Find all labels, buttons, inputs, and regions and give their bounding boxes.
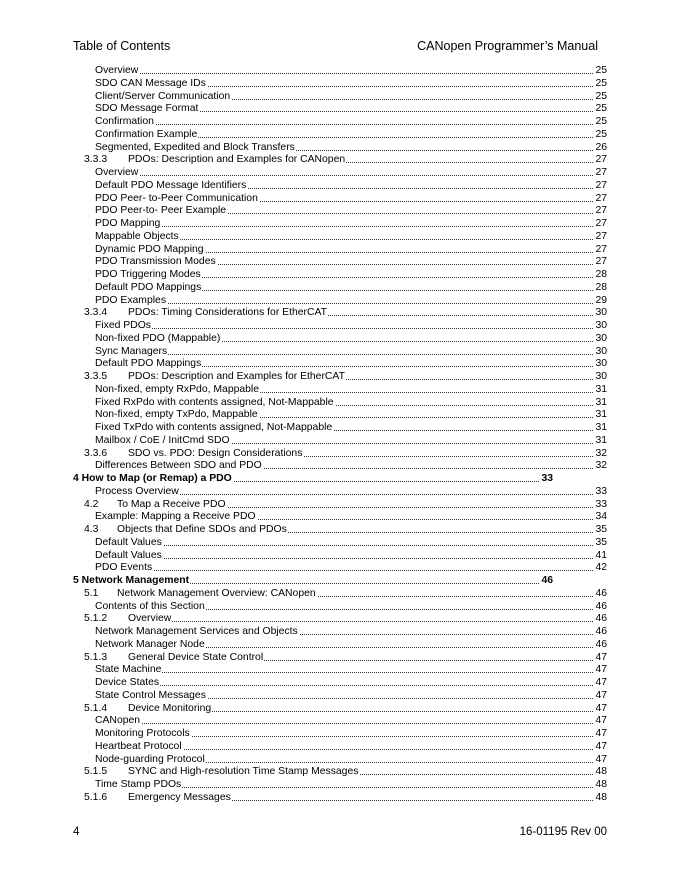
toc-entry-label: Default PDO Mappings bbox=[95, 281, 202, 293]
toc-entry-title bbox=[95, 179, 247, 192]
toc-entry-label: SDO Message Format bbox=[95, 103, 199, 115]
toc-entry[interactable] bbox=[0, 638, 680, 651]
toc-entry-title bbox=[84, 587, 317, 600]
toc-entry[interactable] bbox=[0, 217, 680, 230]
toc-entry[interactable] bbox=[0, 434, 680, 447]
toc-entry-title bbox=[95, 383, 260, 396]
toc-entry[interactable] bbox=[0, 128, 680, 141]
toc-entry-label: Mailbox / CoE / InitCmd SDO bbox=[95, 434, 230, 446]
toc-entry-page: 31 bbox=[595, 409, 607, 421]
footer-doc-id: 16-01195 Rev 00 bbox=[519, 826, 607, 838]
toc-entry[interactable] bbox=[0, 102, 680, 115]
toc-entry-label: Non-fixed PDO (Mappable) bbox=[95, 332, 221, 344]
toc-leader-dots bbox=[95, 124, 595, 125]
toc-entry-label: Time Stamp PDOs bbox=[95, 779, 182, 790]
toc-entry-label: Fixed RxPdo with contents assigned, Not-Mappable bbox=[95, 396, 334, 408]
toc-entry[interactable] bbox=[0, 523, 680, 536]
toc-entry-label: Network Manager Node bbox=[95, 638, 205, 650]
toc-entry-label: Confirmation Example bbox=[95, 128, 198, 140]
toc-entry-label: PDO Peer- to-Peer Communication bbox=[95, 192, 258, 204]
toc-entry-label: Fixed PDOs bbox=[95, 320, 152, 331]
toc-entry-page: 47 bbox=[595, 702, 607, 714]
toc-entry-page: 35 bbox=[595, 536, 607, 548]
toc-entry[interactable] bbox=[0, 306, 680, 319]
toc-entry[interactable] bbox=[0, 179, 680, 192]
toc-entry[interactable] bbox=[0, 204, 680, 217]
toc-entry-title bbox=[95, 230, 180, 243]
toc-entry-label: Example: Mapping a Receive PDO bbox=[95, 511, 256, 523]
toc-entry-title bbox=[95, 204, 227, 217]
toc-entry-title bbox=[73, 574, 190, 587]
toc-entry-title bbox=[95, 549, 163, 562]
toc-entry-page: 25 bbox=[595, 65, 607, 76]
toc-entry-label: Client/Server Communication bbox=[95, 90, 231, 102]
toc-entry-page: 32 bbox=[595, 447, 607, 459]
toc-entry-title bbox=[95, 115, 155, 128]
toc-entry-title bbox=[95, 90, 231, 103]
toc-entry-label: Heartbeat Protocol bbox=[95, 740, 182, 752]
toc-entry-label: Network Management Services and Objects bbox=[95, 626, 298, 637]
toc-entry-label: Mappable Objects bbox=[95, 230, 179, 242]
toc-entry-page: 31 bbox=[595, 422, 607, 433]
toc-entry-label: Overview bbox=[128, 613, 172, 625]
toc-entry-page: 46 bbox=[541, 575, 553, 586]
toc-entry-section-number: 3.3.6 bbox=[84, 447, 108, 459]
toc-entry[interactable] bbox=[0, 294, 680, 307]
toc-entry[interactable] bbox=[0, 651, 680, 664]
toc-entry-page: 27 bbox=[595, 179, 607, 191]
toc-entry-label: Sync Managers bbox=[95, 345, 168, 357]
toc-leader-dots bbox=[95, 545, 595, 546]
toc-entry-title bbox=[95, 64, 139, 77]
toc-entry-label: Segmented, Expedited and Block Transfers bbox=[95, 141, 295, 153]
toc-entry-title bbox=[95, 689, 207, 702]
toc-entry-title bbox=[95, 459, 263, 472]
toc-entry-title bbox=[95, 421, 333, 434]
toc-entry-title bbox=[95, 396, 335, 409]
toc-entry[interactable] bbox=[0, 612, 680, 625]
toc-entry-label: Overview bbox=[95, 167, 139, 178]
toc-entry[interactable] bbox=[0, 319, 680, 332]
toc-entry-title bbox=[95, 485, 180, 498]
toc-entry-label: Network Management Overview: CANopen bbox=[117, 587, 316, 599]
toc-entry-label: SDO vs. PDO: Design Considerations bbox=[128, 447, 303, 459]
toc-entry-page: 29 bbox=[595, 294, 607, 306]
toc-entry[interactable] bbox=[0, 600, 680, 613]
toc-entry-section-number: 5.1.6 bbox=[84, 791, 108, 803]
toc-entry-title bbox=[84, 702, 212, 715]
footer-page-number: 4 bbox=[73, 826, 80, 838]
toc-entry-page: 27 bbox=[595, 205, 607, 217]
toc-entry[interactable] bbox=[0, 549, 680, 562]
toc-entry-page: 28 bbox=[595, 269, 607, 280]
toc-entry-page: 34 bbox=[595, 511, 607, 523]
toc-entry-section-number: 3.3.3 bbox=[84, 154, 108, 166]
toc-entry-title bbox=[84, 370, 346, 383]
toc-leader-dots bbox=[95, 328, 595, 329]
toc-entry-page: 33 bbox=[541, 473, 553, 484]
toc-entry-page: 47 bbox=[595, 651, 607, 663]
toc-entry-title bbox=[95, 625, 299, 638]
toc-entry-page: 30 bbox=[595, 371, 607, 382]
toc-entry-page: 46 bbox=[595, 587, 607, 599]
toc-entry-label: Default PDO Message Identifiers bbox=[95, 179, 247, 191]
toc-entry-page: 27 bbox=[595, 243, 607, 255]
toc-entry-title bbox=[95, 753, 206, 766]
toc-entry-page: 48 bbox=[595, 779, 607, 790]
toc-entry-section-number: 3.3.5 bbox=[84, 371, 108, 382]
toc-entry-section-number: 4.2 bbox=[84, 498, 99, 510]
toc-entry-title bbox=[95, 638, 206, 651]
toc-entry-title bbox=[95, 727, 191, 740]
toc-entry-label: 5 Network Management bbox=[73, 575, 190, 586]
toc-entry-title bbox=[95, 102, 199, 115]
toc-entry-title bbox=[95, 778, 182, 791]
toc-entry[interactable] bbox=[0, 791, 680, 804]
toc-entry[interactable] bbox=[0, 64, 680, 77]
toc-entry-label: Confirmation bbox=[95, 116, 154, 127]
toc-leader-dots bbox=[95, 672, 595, 673]
toc-entry-label: State Machine bbox=[95, 664, 162, 676]
toc-leader-dots bbox=[95, 73, 595, 74]
toc-entry-page: 35 bbox=[595, 524, 607, 535]
toc-entry-title bbox=[95, 714, 141, 727]
toc-entry-label: PDOs: Description and Examples for EtherCAT bbox=[128, 371, 345, 382]
toc-leader-dots bbox=[95, 175, 595, 176]
toc-entry-title bbox=[95, 600, 206, 613]
toc-entry-title bbox=[95, 357, 202, 370]
toc-entry-page: 27 bbox=[595, 192, 607, 204]
toc-entry-page: 47 bbox=[595, 689, 607, 701]
toc-entry-title bbox=[84, 153, 346, 166]
toc-entry-page: 30 bbox=[595, 332, 607, 344]
toc-entry-title bbox=[84, 791, 232, 804]
toc-entry[interactable] bbox=[0, 332, 680, 345]
toc-entry-title bbox=[73, 472, 233, 485]
toc-entry-title bbox=[84, 651, 264, 664]
toc-entry-title bbox=[95, 345, 168, 358]
toc-entry-title bbox=[95, 281, 202, 294]
toc-entry-page: 48 bbox=[595, 766, 607, 778]
toc-entry[interactable] bbox=[0, 714, 680, 727]
toc-entry-page: 33 bbox=[595, 498, 607, 510]
toc-entry-title bbox=[84, 612, 172, 625]
toc-entry-title bbox=[95, 663, 162, 676]
running-header-section: Table of Contents bbox=[73, 39, 171, 53]
toc-entry[interactable] bbox=[0, 485, 680, 498]
toc-entry-label: State Control Messages bbox=[95, 689, 206, 701]
toc-entry[interactable] bbox=[0, 396, 680, 409]
toc-entry[interactable] bbox=[0, 574, 680, 587]
toc-leader-dots bbox=[95, 685, 595, 686]
toc-leader-dots bbox=[95, 226, 595, 227]
toc-entry[interactable] bbox=[0, 663, 680, 676]
toc-entry-section-number: 5.1 bbox=[84, 587, 99, 599]
toc-entry-title bbox=[95, 192, 259, 205]
toc-entry-page: 42 bbox=[595, 562, 607, 574]
toc-entry-page: 27 bbox=[595, 218, 607, 229]
toc-entry-page: 46 bbox=[595, 638, 607, 650]
toc-entry-label: Fixed TxPdo with contents assigned, Not-Mappable bbox=[95, 422, 333, 433]
toc-entry-label: Monitoring Protocols bbox=[95, 728, 190, 739]
toc-entry[interactable] bbox=[0, 383, 680, 396]
toc-entry-title bbox=[95, 332, 221, 345]
toc-entry[interactable] bbox=[0, 243, 680, 256]
toc-entry-label: 4 How to Map (or Remap) a PDO bbox=[73, 473, 232, 484]
toc-entry[interactable] bbox=[0, 561, 680, 574]
toc-entry-section-number: 3.3.4 bbox=[84, 307, 108, 319]
toc-entry-title bbox=[84, 523, 288, 536]
toc-entry-label: PDO Examples bbox=[95, 294, 167, 306]
toc-entry-page: 26 bbox=[595, 141, 607, 153]
toc-entry[interactable] bbox=[0, 192, 680, 205]
toc-entry-label: Process Overview bbox=[95, 485, 179, 497]
toc-entry-title bbox=[84, 765, 359, 778]
toc-entry[interactable] bbox=[0, 345, 680, 358]
toc-entry-title bbox=[95, 243, 205, 256]
toc-entry-page: 47 bbox=[595, 740, 607, 752]
toc-entry[interactable] bbox=[0, 753, 680, 766]
toc-entry[interactable] bbox=[0, 536, 680, 549]
toc-entry[interactable] bbox=[0, 498, 680, 511]
running-header-title: CANopen Programmer’s Manual bbox=[417, 39, 598, 53]
toc-entry[interactable] bbox=[0, 727, 680, 740]
toc-entry-title bbox=[84, 498, 227, 511]
toc-entry-page: 25 bbox=[595, 77, 607, 89]
toc-entry-title bbox=[95, 408, 259, 421]
toc-entry-label: Device Monitoring bbox=[128, 702, 212, 714]
toc-entry-title bbox=[95, 434, 231, 447]
toc-entry-label: Contents of this Section bbox=[95, 600, 205, 612]
toc-entry[interactable] bbox=[0, 408, 680, 421]
toc-entry-label: Overview bbox=[95, 65, 139, 76]
toc-entry-label: Default Values bbox=[95, 536, 162, 548]
toc-entry-label: General Device State Control bbox=[128, 651, 264, 663]
toc-entry-page: 47 bbox=[595, 715, 607, 727]
toc-entry-page: 31 bbox=[595, 383, 607, 395]
toc-entry[interactable] bbox=[0, 166, 680, 179]
toc-entry-title bbox=[95, 319, 152, 332]
toc-entry-page: 47 bbox=[595, 753, 607, 765]
toc-entry[interactable] bbox=[0, 230, 680, 243]
toc-entry-label: Differences Between SDO and PDO bbox=[95, 460, 262, 472]
toc-entry-label: PDO Transmission Modes bbox=[95, 256, 216, 268]
toc-leader-dots bbox=[95, 558, 595, 559]
toc-entry-page: 31 bbox=[595, 396, 607, 408]
toc-entry[interactable] bbox=[0, 765, 680, 778]
toc-entry-page: 32 bbox=[595, 460, 607, 472]
toc-entry[interactable] bbox=[0, 115, 680, 128]
toc-entry-section-number: 5.1.2 bbox=[84, 613, 108, 625]
toc-entry-label: PDO Events bbox=[95, 562, 153, 574]
toc-entry-label: Non-fixed, empty RxPdo, Mappable bbox=[95, 383, 260, 395]
toc-entry-section-number: 5.1.5 bbox=[84, 766, 108, 778]
toc-entry-page: 30 bbox=[595, 320, 607, 331]
toc-entry-title bbox=[95, 561, 153, 574]
toc-entry-section-number: 4.3 bbox=[84, 524, 99, 535]
toc-entry[interactable] bbox=[0, 740, 680, 753]
toc-entry-page: 30 bbox=[595, 345, 607, 357]
toc-entry-title bbox=[95, 268, 202, 281]
toc-entry-page: 47 bbox=[595, 677, 607, 688]
toc-entry-page: 48 bbox=[595, 791, 607, 803]
toc-entry-title bbox=[95, 255, 217, 268]
toc-entry-page: 27 bbox=[595, 230, 607, 242]
toc-entry[interactable] bbox=[0, 447, 680, 460]
toc-entry-title bbox=[95, 536, 163, 549]
toc-entry[interactable] bbox=[0, 625, 680, 638]
toc-entry-page: 47 bbox=[595, 728, 607, 739]
toc-entry-page: 47 bbox=[595, 664, 607, 676]
toc-entry[interactable] bbox=[0, 90, 680, 103]
toc-entry-title bbox=[95, 510, 257, 523]
toc-entry-title bbox=[95, 676, 160, 689]
toc-entry[interactable] bbox=[0, 510, 680, 523]
toc-entry-label: Default PDO Mappings bbox=[95, 358, 202, 370]
toc-entry[interactable] bbox=[0, 141, 680, 154]
toc-entry-label: Non-fixed, empty TxPdo, Mappable bbox=[95, 409, 258, 421]
toc-entry-label: Device States bbox=[95, 677, 160, 688]
toc-entry-page: 25 bbox=[595, 90, 607, 102]
toc-entry-section-number: 5.1.4 bbox=[84, 702, 108, 714]
toc-entry[interactable] bbox=[0, 268, 680, 281]
toc-entry-page: 30 bbox=[595, 307, 607, 319]
toc-entry[interactable] bbox=[0, 459, 680, 472]
toc-entry-section-number: 5.1.3 bbox=[84, 651, 108, 663]
toc-entry-label: CANopen bbox=[95, 715, 141, 727]
toc-entry[interactable] bbox=[0, 77, 680, 90]
toc-entry-label: To Map a Receive PDO bbox=[117, 498, 226, 510]
toc-entry-label: PDOs: Description and Examples for CANopen bbox=[128, 154, 346, 166]
toc-leader-dots bbox=[95, 570, 595, 571]
toc-entry-title bbox=[95, 141, 296, 154]
toc-entry-title bbox=[95, 128, 198, 141]
toc-entry-label: Objects that Define SDOs and PDOs bbox=[117, 524, 287, 535]
toc-entry-label: SYNC and High-resolution Time Stamp Messages bbox=[128, 766, 359, 778]
toc-leader-dots bbox=[95, 723, 595, 724]
toc-entry-page: 25 bbox=[595, 116, 607, 127]
toc-entry[interactable] bbox=[0, 255, 680, 268]
toc-entry[interactable] bbox=[0, 702, 680, 715]
toc-entry-page: 28 bbox=[595, 281, 607, 293]
toc-entry-page: 25 bbox=[595, 103, 607, 115]
toc-entry-page: 46 bbox=[595, 626, 607, 637]
toc-entry-page: 46 bbox=[595, 613, 607, 625]
toc-entry-label: Default Values bbox=[95, 549, 162, 561]
toc-entry-title bbox=[95, 217, 161, 230]
toc-entry-title bbox=[95, 166, 139, 179]
toc-entry-label: PDO Mapping bbox=[95, 218, 161, 229]
toc-entry-label: PDO Triggering Modes bbox=[95, 269, 201, 280]
toc-entry-page: 41 bbox=[595, 549, 607, 561]
toc-entry-title bbox=[95, 77, 207, 90]
toc-entry-label: SDO CAN Message IDs bbox=[95, 77, 206, 89]
toc-entry-label: PDO Peer-to- Peer Example bbox=[95, 205, 227, 217]
toc-entry-page: 30 bbox=[595, 358, 607, 370]
toc-leader-dots bbox=[95, 303, 595, 304]
toc-entry-page: 27 bbox=[595, 256, 607, 268]
toc-entry[interactable] bbox=[0, 676, 680, 689]
toc-entry-label: Emergency Messages bbox=[128, 791, 231, 803]
toc-entry-label: Node-guarding Protocol bbox=[95, 753, 205, 765]
toc-entry[interactable] bbox=[0, 153, 680, 166]
toc-entry[interactable] bbox=[0, 778, 680, 791]
toc-entry[interactable] bbox=[0, 281, 680, 294]
toc-entry-page: 46 bbox=[595, 600, 607, 612]
toc-entry[interactable] bbox=[0, 689, 680, 702]
toc-entry[interactable] bbox=[0, 357, 680, 370]
toc-entry[interactable] bbox=[0, 421, 680, 434]
toc-entry[interactable] bbox=[0, 472, 680, 485]
toc-entry-title bbox=[84, 306, 328, 319]
toc-entry-page: 33 bbox=[595, 485, 607, 497]
toc-entry-page: 25 bbox=[595, 128, 607, 140]
toc-leader-dots bbox=[95, 354, 595, 355]
toc-entry-title bbox=[95, 740, 183, 753]
toc-entry-page: 31 bbox=[595, 434, 607, 446]
toc-entry-label: Dynamic PDO Mapping bbox=[95, 243, 204, 255]
toc-entry-title bbox=[95, 294, 167, 307]
toc-entry-title bbox=[84, 447, 303, 460]
toc-entry[interactable] bbox=[0, 370, 680, 383]
toc-entry-page: 27 bbox=[595, 154, 607, 166]
toc-entry[interactable] bbox=[0, 587, 680, 600]
toc-entry-page: 27 bbox=[595, 167, 607, 178]
toc-entry-label: PDOs: Timing Considerations for EtherCAT bbox=[128, 307, 328, 319]
